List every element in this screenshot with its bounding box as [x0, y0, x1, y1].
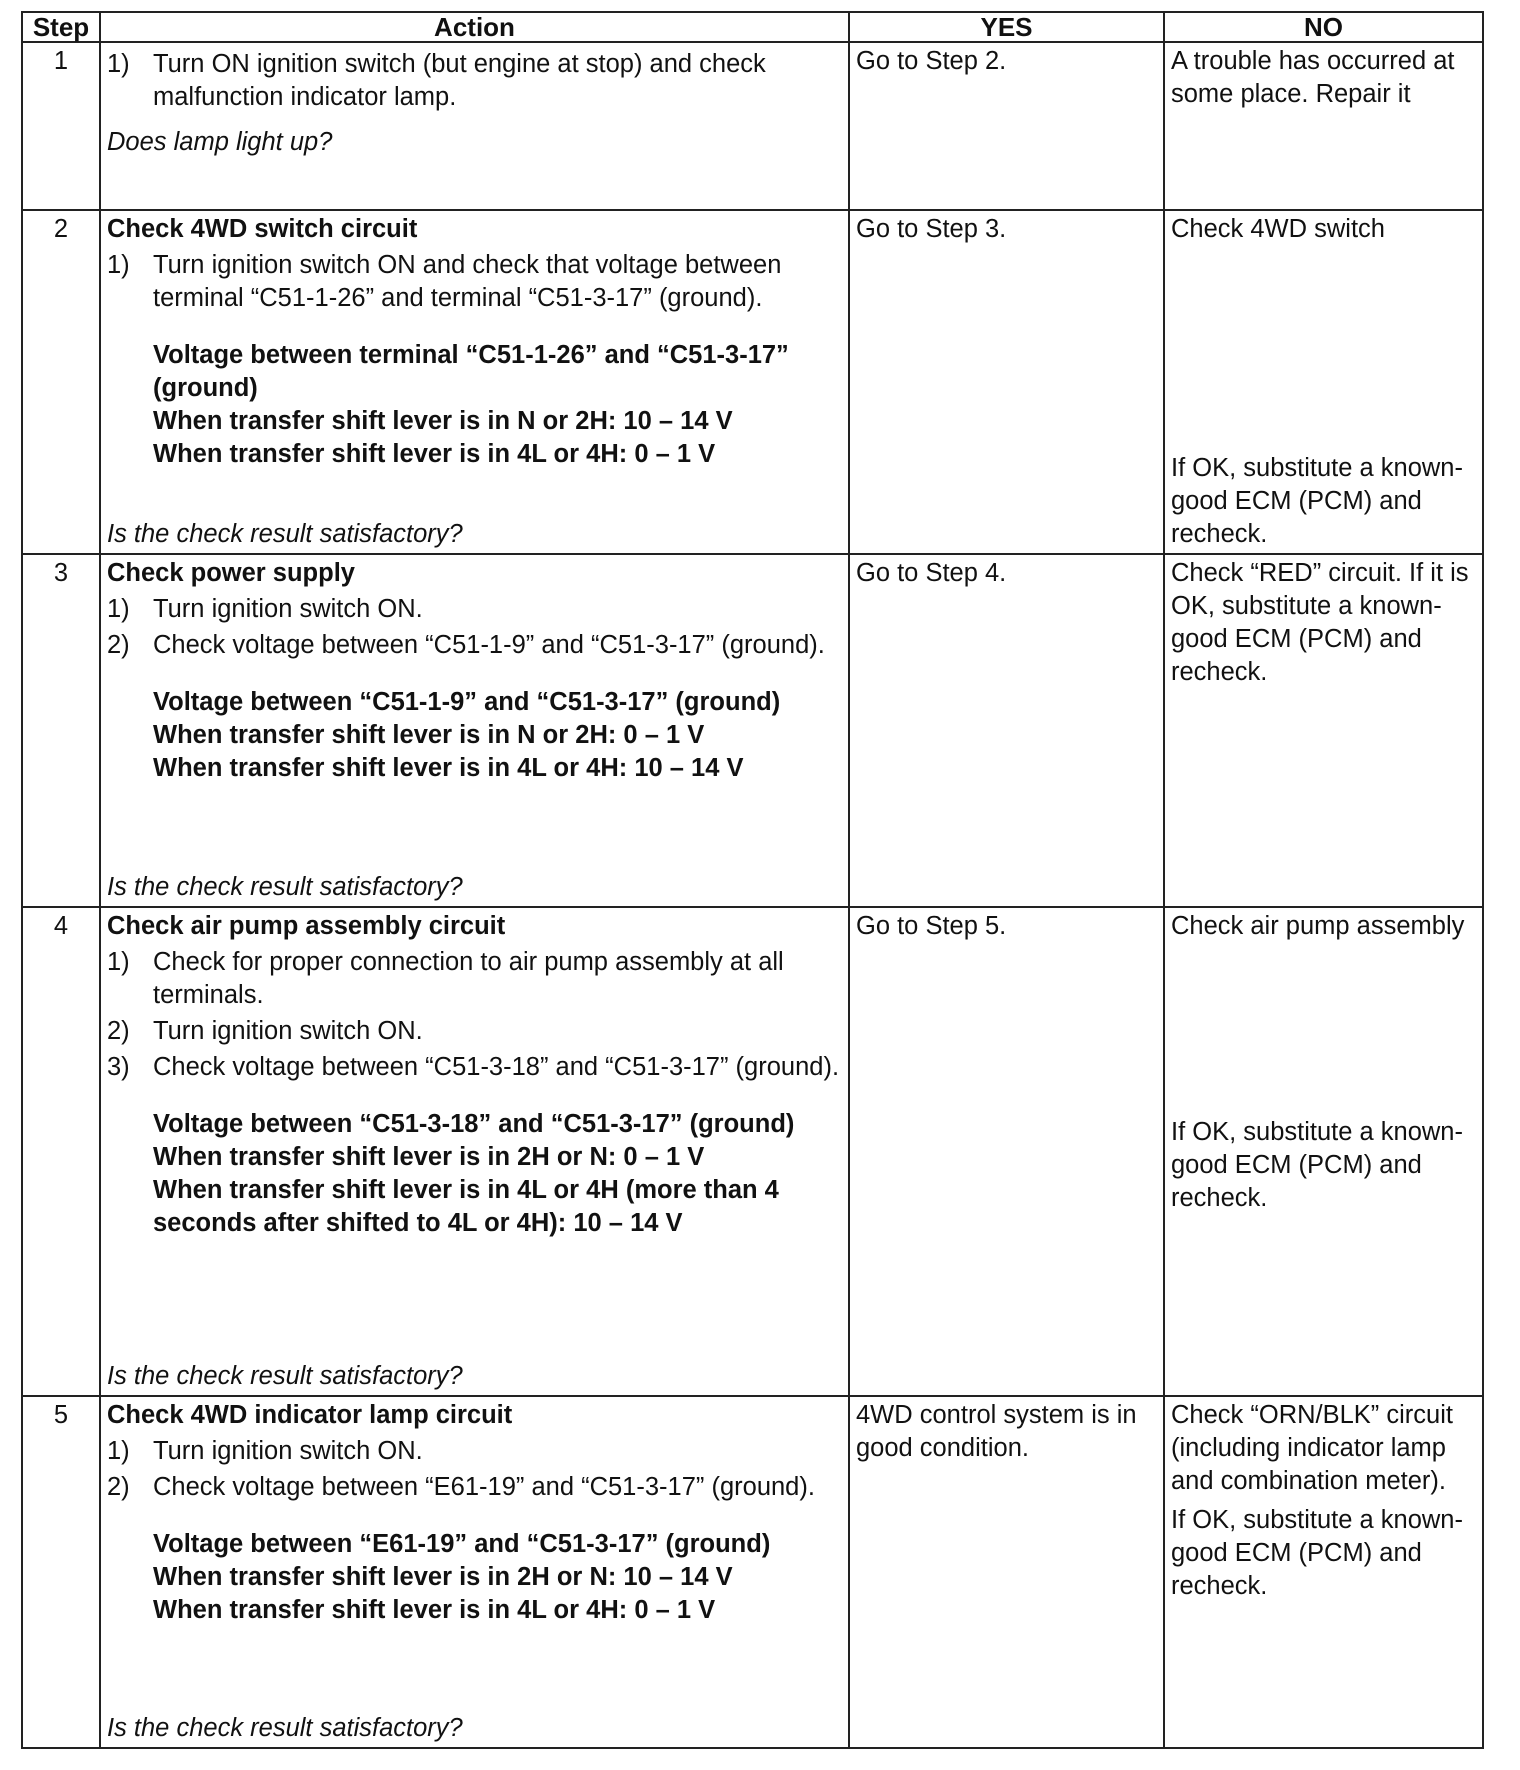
- no-cell: [1164, 907, 1483, 1396]
- list-text: Check voltage between “E61-19” and “C51-3-17” (ground).: [153, 1473, 815, 1501]
- list-number: 1): [107, 50, 130, 78]
- spec-line: When transfer shift lever is in 2H or N: 0 – 1 V: [153, 1143, 705, 1171]
- spec-line: When transfer shift lever is in 4L or 4H: 0 – 1 V: [153, 1596, 716, 1624]
- list-item: [107, 249, 840, 315]
- spec-line: When transfer shift lever is in 4L or 4H: 0 – 1 V: [153, 440, 716, 468]
- spec-line: Voltage between “C51-1-9” and “C51-3-17” (ground): [153, 688, 781, 716]
- step-number: 3: [22, 554, 100, 907]
- check-question: Is the check result satisfactory?: [107, 520, 463, 548]
- no-followup-text: If OK, substitute a known-good ECM (PCM) and recheck.: [1171, 454, 1463, 548]
- list-text: Turn ON ignition switch (but engine at stop) and check malfunction indicator lamp.: [153, 50, 766, 111]
- yes-cell: 4WD control system is in good condition.: [849, 1396, 1164, 1748]
- spec-line: Voltage between “E61-19” and “C51-3-17” (ground): [153, 1530, 771, 1558]
- list-item: [107, 1015, 840, 1048]
- step-title: Check 4WD indicator lamp circuit: [107, 1401, 513, 1429]
- no-followup-text: If OK, substitute a known-good ECM (PCM) and recheck.: [1171, 1118, 1463, 1212]
- table-row: [22, 554, 1483, 907]
- yes-cell: Go to Step 2.: [849, 42, 1164, 210]
- yes-cell: Go to Step 3.: [849, 210, 1164, 554]
- step-number: 2: [22, 210, 100, 554]
- list-item: [107, 629, 840, 662]
- no-text: Check 4WD switch: [1171, 215, 1385, 243]
- step-title: Check air pump assembly circuit: [107, 912, 506, 940]
- diagnostic-table: [21, 11, 1484, 1749]
- no-cell: [1164, 210, 1483, 554]
- list-text: Turn ignition switch ON and check that voltage between terminal “C51-1-26” and terminal “C51-3-17” (ground).: [153, 251, 782, 312]
- yes-cell: Go to Step 5.: [849, 907, 1164, 1396]
- list-number: 2): [107, 631, 130, 659]
- spec-line: When transfer shift lever is in 2H or N: 10 – 14 V: [153, 1563, 733, 1591]
- list-text: Turn ignition switch ON.: [153, 1437, 423, 1465]
- action-cell: [100, 907, 849, 1396]
- table-row: [22, 907, 1483, 1396]
- list-number: 1): [107, 948, 130, 976]
- header-no: NO: [1164, 12, 1483, 42]
- no-cell: [1164, 1396, 1483, 1748]
- list-item: [107, 1051, 840, 1084]
- check-question: Is the check result satisfactory?: [107, 873, 463, 901]
- spec-line: When transfer shift lever is in N or 2H: 10 – 14 V: [153, 407, 733, 435]
- step-number: 4: [22, 907, 100, 1396]
- spec-block: [107, 339, 840, 471]
- list-number: 3): [107, 1053, 130, 1081]
- no-text: Check “ORN/BLK” circuit (including indicator lamp and combination meter).: [1171, 1401, 1453, 1495]
- step-title: Check power supply: [107, 559, 355, 587]
- action-cell: [100, 42, 849, 210]
- list-item: [107, 1435, 840, 1468]
- list-text: Check voltage between “C51-1-9” and “C51-3-17” (ground).: [153, 631, 825, 659]
- no-followup-text: If OK, substitute a known-good ECM (PCM) and recheck.: [1171, 1506, 1463, 1600]
- step-title: Check 4WD switch circuit: [107, 215, 418, 243]
- list-text: Turn ignition switch ON.: [153, 1017, 423, 1045]
- spec-line: Voltage between “C51-3-18” and “C51-3-17” (ground): [153, 1110, 795, 1138]
- no-text: Check air pump assembly: [1171, 912, 1465, 940]
- list-number: 1): [107, 1437, 130, 1465]
- table-header-row: [22, 12, 1483, 42]
- spec-line: When transfer shift lever is in 4L or 4H (more than 4 seconds after shifted to 4L or 4H): 10 – 14 V: [153, 1176, 779, 1237]
- spec-block: [107, 686, 840, 785]
- spec-block: [107, 1528, 840, 1627]
- step-number: 1: [22, 42, 100, 210]
- list-item: [107, 593, 840, 626]
- header-action: Action: [100, 12, 849, 42]
- action-cell: [100, 210, 849, 554]
- spec-line: When transfer shift lever is in N or 2H: 0 – 1 V: [153, 721, 705, 749]
- list-item: [107, 48, 840, 114]
- check-question: Is the check result satisfactory?: [107, 1362, 463, 1390]
- list-text: Turn ignition switch ON.: [153, 595, 423, 623]
- step-number: 5: [22, 1396, 100, 1748]
- table-row: [22, 210, 1483, 554]
- header-yes: YES: [849, 12, 1164, 42]
- list-text: Check for proper connection to air pump assembly at all terminals.: [153, 948, 784, 1009]
- spec-line: When transfer shift lever is in 4L or 4H: 10 – 14 V: [153, 754, 744, 782]
- table-row: [22, 42, 1483, 210]
- list-item: [107, 1471, 840, 1504]
- check-question: Does lamp light up?: [107, 128, 333, 156]
- table-row: [22, 1396, 1483, 1748]
- action-cell: [100, 554, 849, 907]
- list-number: 2): [107, 1017, 130, 1045]
- list-item: [107, 946, 840, 1012]
- spec-line: Voltage between terminal “C51-1-26” and “C51-3-17” (ground): [153, 341, 789, 402]
- no-cell: A trouble has occurred at some place. Repair it: [1164, 42, 1483, 210]
- list-number: 1): [107, 251, 130, 279]
- list-number: 1): [107, 595, 130, 623]
- yes-cell: Go to Step 4.: [849, 554, 1164, 907]
- list-text: Check voltage between “C51-3-18” and “C51-3-17” (ground).: [153, 1053, 840, 1081]
- spec-block: [107, 1108, 840, 1240]
- check-question: Is the check result satisfactory?: [107, 1714, 463, 1742]
- action-cell: [100, 1396, 849, 1748]
- no-cell: Check “RED” circuit. If it is OK, substitute a known-good ECM (PCM) and recheck.: [1164, 554, 1483, 907]
- header-step: Step: [22, 12, 100, 42]
- list-number: 2): [107, 1473, 130, 1501]
